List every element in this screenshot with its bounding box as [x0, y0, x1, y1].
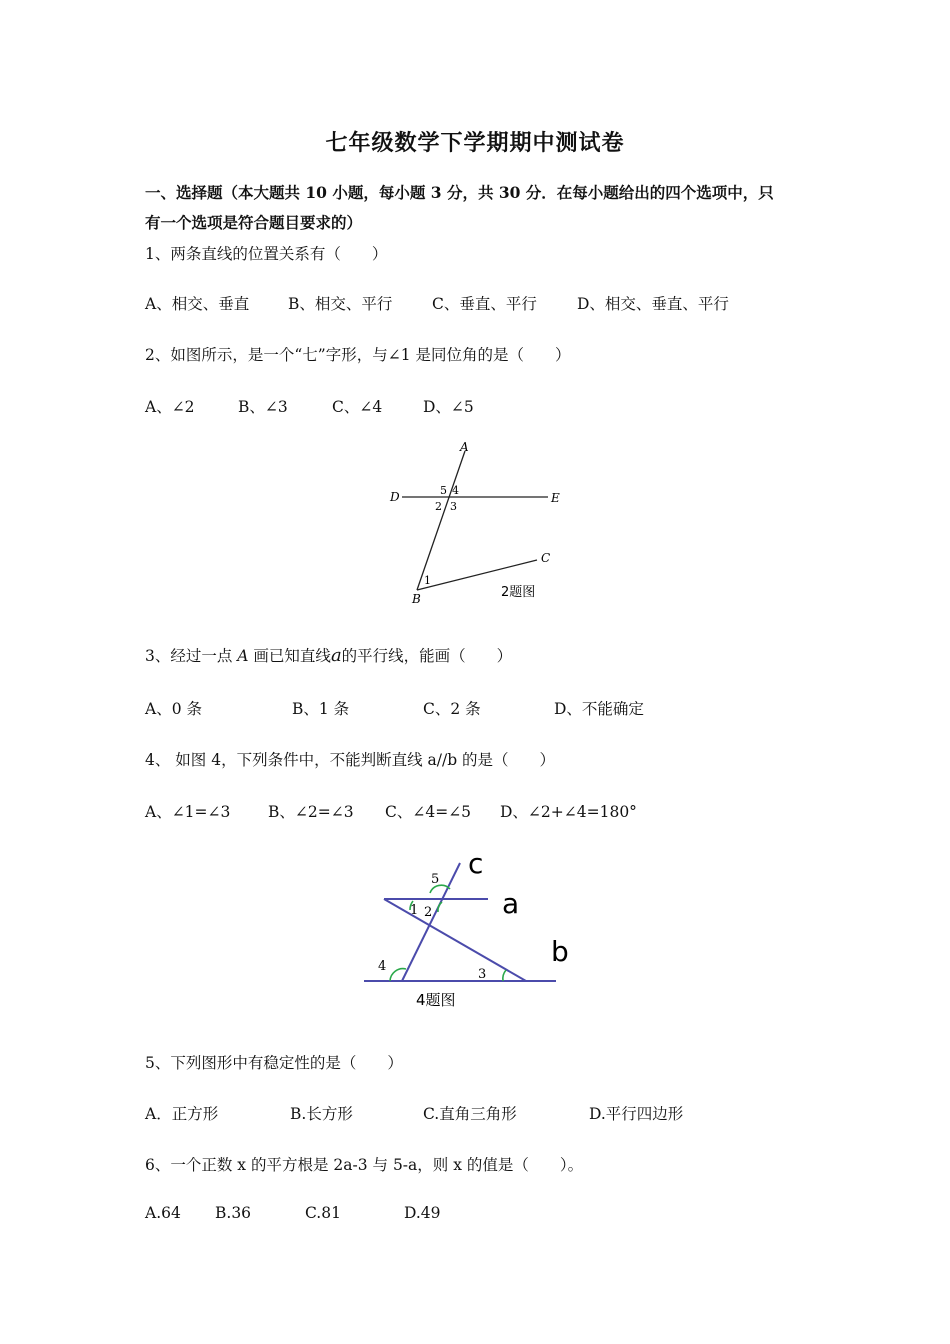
page-title: 七年级数学下学期期中测试卷 [325, 130, 625, 156]
question-1-option-a: A、相交、垂直 [145, 295, 250, 313]
line-b-label: b [551, 935, 569, 968]
angle-2-label: 2 [435, 500, 442, 513]
question-4-option-d: D、∠2+∠4=180° [500, 803, 637, 821]
question-6-option-a: A.64 [145, 1204, 181, 1222]
question-5-option-c: C.直角三角形 [423, 1105, 517, 1123]
question-1-option-b: B、相交、平行 [288, 295, 393, 313]
question-3-option-d: D、不能确定 [554, 700, 644, 718]
question-4-option-c: C、∠4=∠5 [385, 803, 472, 821]
angle-3-arc [503, 970, 506, 981]
question-6-option-b: B.36 [215, 1204, 252, 1222]
point-a-label: A [460, 440, 469, 454]
angle-3-label: 3 [450, 500, 457, 513]
question-6-option-c: C.81 [305, 1204, 341, 1222]
question-5-option-b: B.长方形 [290, 1105, 353, 1123]
question-2-stem: 2、如图所示，是一个“七”字形，与∠1 是同位角的是（ ） [145, 346, 571, 364]
question-3-stem [145, 644, 512, 666]
angle-3-label: 3 [478, 967, 487, 982]
question-4-option-a: A、∠1=∠3 [145, 803, 231, 821]
question-3-option-b: B、1 条 [292, 700, 350, 718]
angle-4-label: 4 [452, 484, 459, 497]
angle-1-label: 1 [424, 574, 431, 587]
question-2-option-a: A、∠2 [145, 398, 195, 416]
question-3-stem-pre: 3、经过一点 [145, 647, 238, 665]
question-5-stem: 5、下列图形中有稳定性的是（ ） [145, 1054, 403, 1072]
question-1-option-c: C、垂直、平行 [432, 295, 537, 313]
angle-2-label: 2 [424, 905, 433, 920]
section-heading-line2: 有一个选项是符合题目要求的） [145, 213, 363, 232]
question-3-line: a [330, 645, 342, 666]
question-3-option-c: C、2 条 [423, 700, 481, 718]
angle-5-label: 5 [431, 872, 440, 887]
figure-4-caption: 4题图 [416, 991, 456, 1009]
question-1-option-d: D、相交、垂直、平行 [577, 295, 729, 313]
point-d-label: D [390, 490, 400, 504]
angle-4-label: 4 [378, 959, 387, 974]
question-4-stem: 4、 如图 4，下列条件中，不能判断直线 a//b 的是（ ） [145, 751, 556, 769]
question-2-option-c: C、∠4 [332, 398, 383, 416]
question-3-option-a: A、0 条 [145, 700, 202, 718]
line-ab [417, 451, 465, 590]
line-a-label: a [502, 887, 520, 920]
angle-5-label: 5 [440, 484, 447, 497]
figure-2-caption: 2题图 [501, 585, 536, 600]
question-3-stem-mid: 画已知直线 [248, 647, 331, 665]
question-5-option-a: A．正方形 [145, 1105, 219, 1123]
question-3-stem-post: 的平行线，能画（ ） [341, 647, 513, 665]
figure-4 [358, 845, 588, 1015]
point-c-label: C [541, 551, 551, 565]
question-6-option-d: D.49 [404, 1204, 441, 1222]
line-c-label: c [468, 847, 484, 880]
angle-1-label: 1 [410, 903, 419, 918]
point-b-label: B [412, 592, 421, 606]
question-6-stem: 6、一个正数 x 的平方根是 2a-3 与 5-a，则 x 的值是（ ）。 [145, 1156, 584, 1174]
question-2-option-b: B、∠3 [238, 398, 288, 416]
question-5-option-d: D.平行四边形 [589, 1105, 684, 1123]
figure-2 [380, 435, 570, 610]
point-e-label: E [551, 491, 560, 505]
question-4-option-b: B、∠2=∠3 [268, 803, 354, 821]
question-2-option-d: D、∠5 [423, 398, 474, 416]
question-3-point: A [237, 647, 249, 665]
section-heading-line1: 一、选择题（本大题共 10 小题，每小题 3 分，共 30 分．在每小题给出的四个选项中，只 [145, 183, 774, 202]
angle-2-arc [438, 902, 442, 912]
question-1-stem: 1、两条直线的位置关系有（ ） [145, 245, 388, 263]
